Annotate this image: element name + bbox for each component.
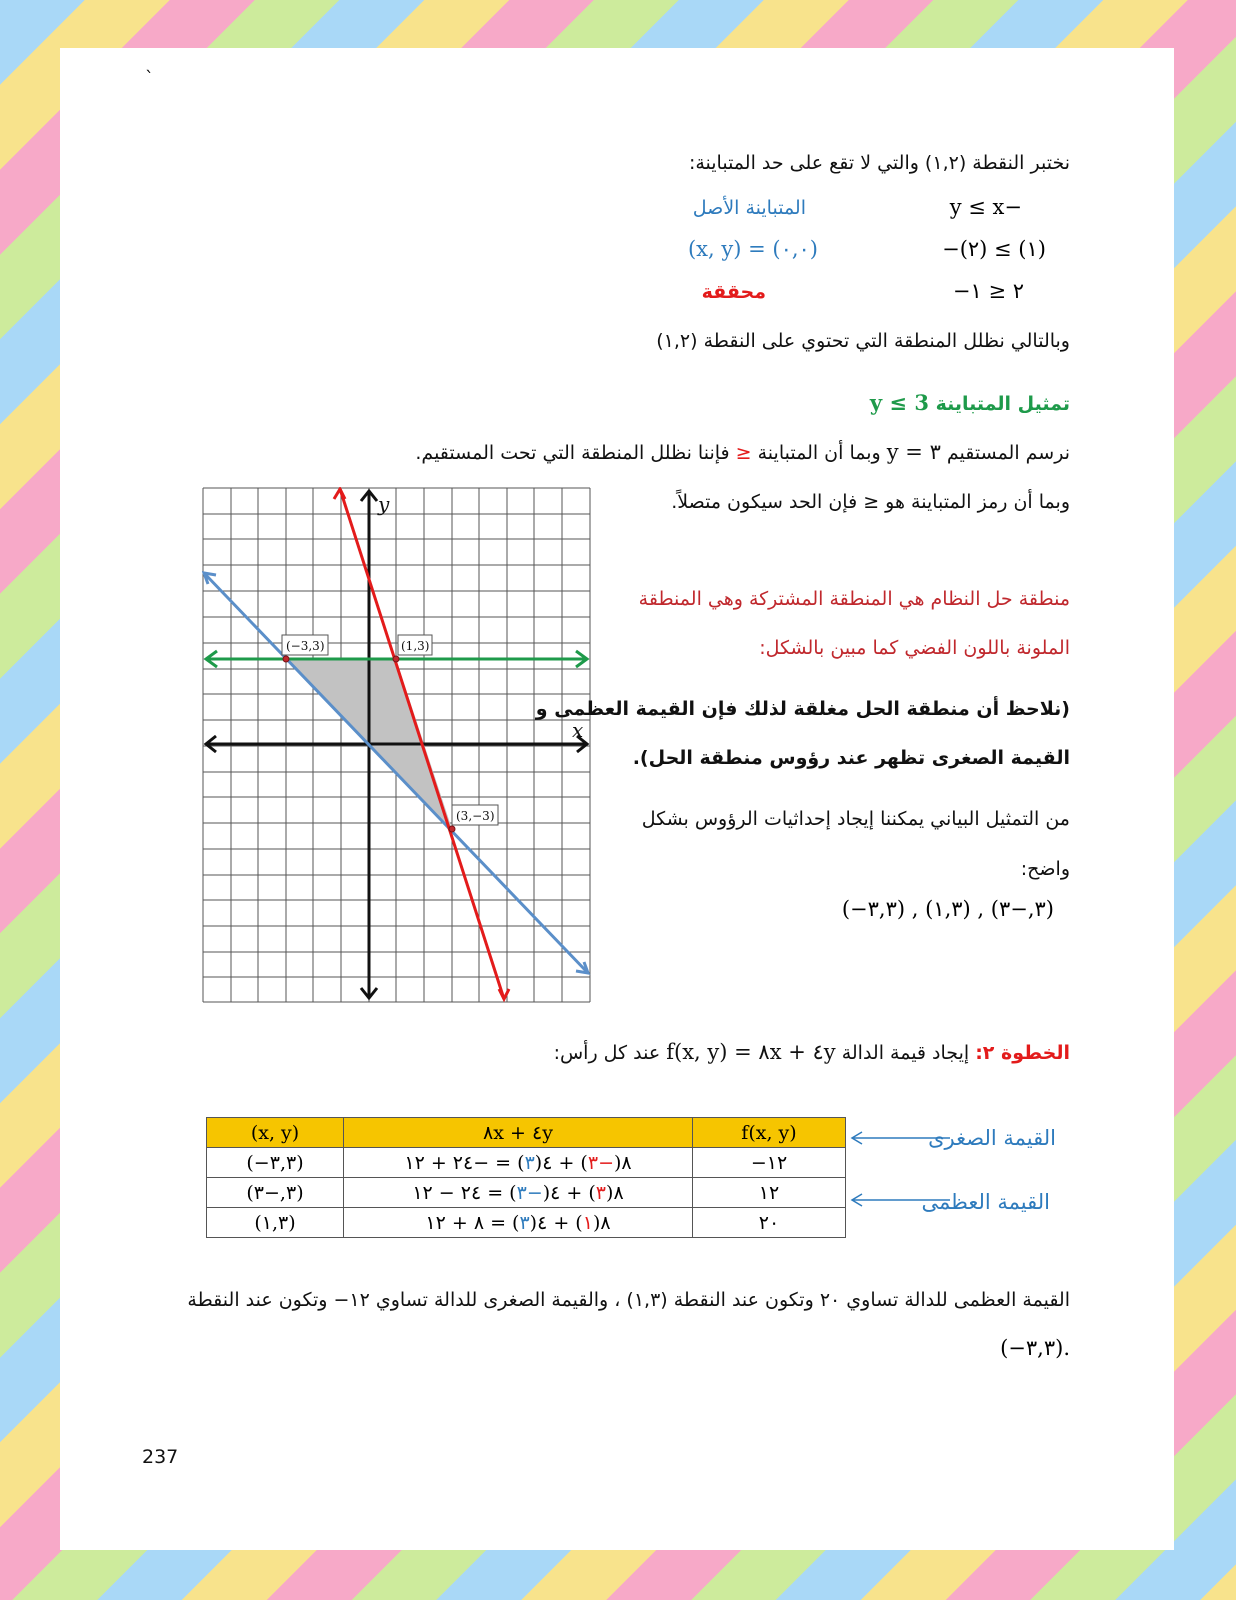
vertex-point <box>393 656 399 662</box>
section-heading-math: y ≤ 3 <box>869 390 929 415</box>
cell-expression: ٨(١) + ٤(٣) = ٨ + ١٢ <box>344 1208 693 1238</box>
step2-label: الخطوة ٢: <box>975 1042 1070 1064</box>
table-row <box>207 1148 846 1178</box>
verified-label: محققة <box>701 281 766 303</box>
section-line1 <box>415 440 1070 464</box>
note-line1: (نلاحظ أن منطقة الحل مغلقة لذلك فإن القيمة العظمى و <box>535 698 1070 720</box>
cell-point: (١,٣) <box>207 1208 344 1238</box>
line1-symbol: ≤ <box>735 442 752 464</box>
note-line2: القيمة الصغرى تظهر عند رؤوس منطقة الحل). <box>632 747 1070 769</box>
solution-region-line2: الملونة باللون الفضي كما مبين بالشكل: <box>759 637 1070 659</box>
test-point-value: (x, y) = (٠,٠) <box>687 237 818 261</box>
inequality-result: −٢ ≤ ١ <box>952 279 1024 303</box>
y-axis-label: y <box>378 492 390 516</box>
top-mark: ` <box>145 68 154 89</box>
values-table <box>206 1117 846 1238</box>
step2-text-b: عند كل رأس: <box>553 1042 661 1064</box>
summary-line2: (−٣,٣). <box>1000 1336 1070 1360</box>
vertex-label-1: (−3,3) <box>286 639 325 653</box>
test-point-conclusion: وبالتالي نظلل المنطقة التي تحتوي على النقطة (١,٢) <box>656 330 1070 352</box>
min-label: القيمة الصغرى <box>928 1126 1056 1150</box>
section-line2: وبما أن رمز المتباينة هو ≤ فإن الحد سيكون متصلاً. <box>671 491 1070 513</box>
header-function: f(x, y) <box>693 1118 846 1148</box>
line1-b: وبما أن المتباينة <box>757 442 881 464</box>
max-label: القيمة العظمى <box>921 1190 1050 1214</box>
cell-value: ١٢ <box>693 1178 846 1208</box>
page-number: 237 <box>142 1446 179 1468</box>
solution-region-line1: منطقة حل النظام هي المنطقة المشتركة وهي المنطقة <box>638 588 1070 610</box>
inequality-original: −y ≤ x <box>949 195 1022 219</box>
table-row <box>207 1178 846 1208</box>
step2-line <box>554 1040 1070 1064</box>
cell-expression: ٨(−٣) + ٤(٣) = −٢٤ + ١٢ <box>344 1148 693 1178</box>
step2-text-a: إيجاد قيمة الدالة <box>841 1042 970 1064</box>
header-point: (x, y) <box>207 1118 344 1148</box>
vertex-point <box>283 656 289 662</box>
cell-point: (٣,−٣) <box>207 1178 344 1208</box>
section-heading <box>870 390 1070 415</box>
vertex-point <box>449 826 455 832</box>
coordinate-graph <box>202 487 592 1003</box>
inequality-substituted: −(٢) ≤ (١) <box>942 237 1046 261</box>
cell-point: (−٣,٣) <box>207 1148 344 1178</box>
cell-value: −١٢ <box>693 1148 846 1178</box>
x-axis-label: x <box>572 718 584 742</box>
line1-math: y = ٣ <box>886 440 941 464</box>
table-row <box>207 1208 846 1238</box>
label-original-inequality: المتباينة الأصل <box>692 197 806 219</box>
vertices-line1: من التمثيل البياني يمكننا إيجاد إحداثيات الرؤوس بشكل <box>641 808 1070 830</box>
cell-value: ٢٠ <box>693 1208 846 1238</box>
line1-a: نرسم المستقيم <box>946 442 1070 464</box>
summary-line1: القيمة العظمى للدالة تساوي ٢٠ وتكون عند النقطة (١,٣) ، والقيمة الصغرى للدالة تساوي ١٢− وتكون عند النقطة <box>187 1289 1070 1311</box>
section-heading-text: تمثيل المتباينة <box>935 393 1070 415</box>
step2-math: f(x, y) = ٨x + ٤y <box>666 1040 836 1064</box>
header-expression: ٨x + ٤y <box>344 1118 693 1148</box>
vertices-list: (−٣,٣) , (١,٣) , (٣,−٣) <box>841 897 1054 921</box>
line1-c: فإننا نظلل المنطقة التي تحت المستقيم. <box>415 442 730 464</box>
vertex-label-2: (1,3) <box>401 639 430 653</box>
vertices-line2: واضح: <box>1020 858 1070 880</box>
page <box>60 48 1174 1550</box>
table-header-row <box>207 1118 846 1148</box>
vertex-label-3: (3,−3) <box>456 809 495 823</box>
cell-expression: ٨(٣) + ٤(−٣) = ٢٤ − ١٢ <box>344 1178 693 1208</box>
test-point-intro: نختبر النقطة (١,٢) والتي لا تقع على حد المتباينة: <box>688 152 1070 174</box>
